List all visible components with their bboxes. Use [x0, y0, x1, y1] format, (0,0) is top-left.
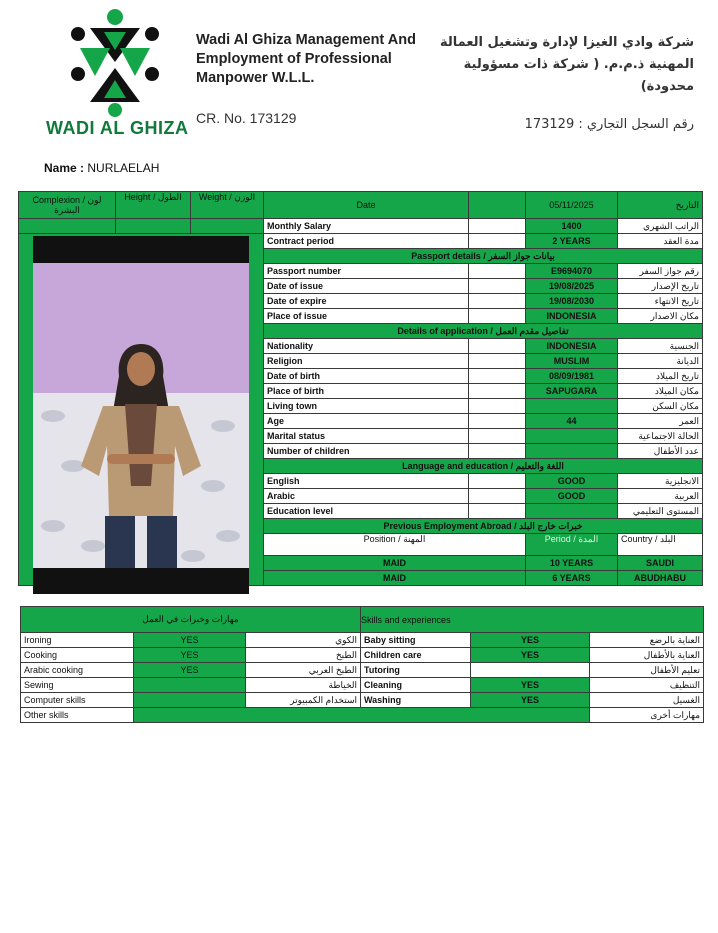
company-name-line: Manpower W.L.L. — [196, 70, 315, 86]
section-header-language: Language and education / اللغة والتعليم — [264, 459, 703, 474]
company-name-line: Wadi Al Ghiza Management And — [196, 32, 416, 48]
skill-label-ar: الكوي — [246, 633, 361, 648]
field-label: Date of issue — [264, 279, 469, 294]
field-label: Date of birth — [264, 369, 469, 384]
field-label-ar: الديانة — [618, 354, 703, 369]
field-value: GOOD — [526, 474, 618, 489]
field-value: INDONESIA — [526, 309, 618, 324]
employment-period: 10 YEARS — [526, 556, 618, 571]
field-label: Marital status — [264, 429, 469, 444]
field-label: Arabic — [264, 489, 469, 504]
field-label-ar: العربية — [618, 489, 703, 504]
skill-label: Cleaning — [361, 678, 471, 693]
field-label: Contract period — [264, 234, 469, 249]
field-value — [526, 444, 618, 459]
logo-text: WADI AL GHIZA — [46, 118, 189, 138]
company-name-en — [196, 31, 416, 88]
company-name-ar — [434, 32, 694, 98]
skill-label-ar: الخياطة — [246, 678, 361, 693]
field-value: 19/08/2030 — [526, 294, 618, 309]
skill-value: YES — [471, 633, 590, 648]
field-value: 1400 — [526, 219, 618, 234]
skill-label: Children care — [361, 648, 471, 663]
name-value: NURLAELAH — [87, 161, 160, 175]
field-value: INDONESIA — [526, 339, 618, 354]
field-label: Passport number — [264, 264, 469, 279]
logo-graphic — [60, 6, 170, 118]
field-label-ar: عدد الأطفال — [618, 444, 703, 459]
field-label-ar: رقم جواز السفر — [618, 264, 703, 279]
skill-label: Other skills — [21, 708, 134, 723]
skill-label: Sewing — [21, 678, 134, 693]
skill-label: Ironing — [21, 633, 134, 648]
skill-label-ar: الطبخ — [246, 648, 361, 663]
field-value — [526, 504, 618, 519]
skill-label: Tutoring — [361, 663, 471, 678]
company-name-line: Employment of Professional — [196, 51, 392, 67]
skill-label-ar: تعليم الأطفال — [590, 663, 704, 678]
skill-value — [134, 693, 246, 708]
field-label: Religion — [264, 354, 469, 369]
weight-header: Weight / الوزن — [191, 192, 264, 219]
field-label-ar: تاريخ الانتهاء — [618, 294, 703, 309]
employment-position: MAID — [264, 571, 526, 586]
skill-label-ar: العناية بالرضع — [590, 633, 704, 648]
employment-country: ABUDHABU — [618, 571, 703, 586]
skill-value: YES — [471, 678, 590, 693]
field-label-ar: مدة العقد — [618, 234, 703, 249]
field-value: SAPUGARA — [526, 384, 618, 399]
section-header-employment: Previous Employment Abroad / خبرات خارج البلد — [264, 519, 703, 534]
skill-label-ar: العناية بالأطفال — [590, 648, 704, 663]
field-label: Age — [264, 414, 469, 429]
skills-header-ar: مهارات وخبرات في العمل — [21, 607, 361, 633]
candidate-photo — [33, 236, 249, 594]
employment-col-period: Period / المدة — [526, 534, 618, 556]
field-label-ar: تاريخ الميلاد — [618, 369, 703, 384]
field-value: 2 YEARS — [526, 234, 618, 249]
skills-header-en: Skills and experiences — [361, 607, 704, 633]
company-name-ar-line: المهنية ذ.م.م. ( شركة ذات مسؤولية — [463, 57, 694, 72]
field-label-ar: مكان الميلاد — [618, 384, 703, 399]
employment-col-position: Position / المهنة — [264, 534, 526, 556]
skill-label: Arabic cooking — [21, 663, 134, 678]
section-header-passport: Passport details / بيانات جواز السفر — [264, 249, 703, 264]
height-header: Height / الطول — [116, 192, 191, 219]
skill-label-ar: الطبخ العربي — [246, 663, 361, 678]
date-value: 05/11/2025 — [526, 192, 618, 219]
other-skills-value — [134, 708, 590, 723]
skill-label-ar: استخدام الكمبيوتر — [246, 693, 361, 708]
field-label-ar: مكان الاصدار — [618, 309, 703, 324]
employment-position: MAID — [264, 556, 526, 571]
field-label-ar: الانجليزية — [618, 474, 703, 489]
field-label: Living town — [264, 399, 469, 414]
cr-number-ar: رقم السجل التجاري : 173129 — [524, 117, 694, 132]
field-label-ar: الجنسية — [618, 339, 703, 354]
date-label: Date — [264, 192, 469, 219]
field-label-ar: المستوى التعليمي — [618, 504, 703, 519]
skill-label-ar: التنظيف — [590, 678, 704, 693]
skill-label-ar: مهارات أخرى — [590, 708, 704, 723]
skill-value: YES — [471, 693, 590, 708]
skill-label: Baby sitting — [361, 633, 471, 648]
employment-period: 6 YEARS — [526, 571, 618, 586]
field-label: Date of expire — [264, 294, 469, 309]
skill-value: YES — [471, 648, 590, 663]
person-photo-graphic — [33, 236, 249, 594]
section-header-application: Details of application / تفاصيل مقدم العمل — [264, 324, 703, 339]
company-name-ar-line: شركة وادي الغيزا لإدارة وتشغيل العمالة — [439, 35, 694, 50]
date-label-ar: التاريخ — [618, 192, 703, 219]
skill-label-ar: الغسيل — [590, 693, 704, 708]
field-label: Monthly Salary — [264, 219, 469, 234]
employment-col-country: Country / البلد — [618, 534, 703, 556]
field-value: 44 — [526, 414, 618, 429]
skill-label: Cooking — [21, 648, 134, 663]
skill-value — [471, 663, 590, 678]
field-label-ar: مكان السكن — [618, 399, 703, 414]
skill-value: YES — [134, 663, 246, 678]
field-label-ar: الحالة الاجتماعية — [618, 429, 703, 444]
field-label-ar: تاريخ الإصدار — [618, 279, 703, 294]
field-label: Nationality — [264, 339, 469, 354]
field-value: GOOD — [526, 489, 618, 504]
skills-table — [20, 606, 704, 723]
field-value: E9694070 — [526, 264, 618, 279]
field-label: Place of issue — [264, 309, 469, 324]
skill-value: YES — [134, 648, 246, 663]
name-label: Name : — [44, 161, 85, 175]
cr-number: CR. No. 173129 — [196, 110, 297, 126]
candidate-name — [44, 161, 159, 175]
skill-label: Washing — [361, 693, 471, 708]
field-value: MUSLIM — [526, 354, 618, 369]
field-label-ar: العمر — [618, 414, 703, 429]
field-label-ar: الراتب الشهري — [618, 219, 703, 234]
field-value — [526, 429, 618, 444]
field-label: Education level — [264, 504, 469, 519]
employment-country: SAUDI — [618, 556, 703, 571]
field-label: Place of birth — [264, 384, 469, 399]
field-value: 08/09/1981 — [526, 369, 618, 384]
skill-value — [134, 678, 246, 693]
company-name-ar-line: محدودة) — [640, 79, 694, 94]
complexion-header: Complexion / لون البشرة — [19, 192, 116, 219]
skill-value: YES — [134, 633, 246, 648]
field-label: Number of children — [264, 444, 469, 459]
company-logo — [60, 6, 170, 118]
field-value — [526, 399, 618, 414]
field-label: English — [264, 474, 469, 489]
skill-label: Computer skills — [21, 693, 134, 708]
field-value: 19/08/2025 — [526, 279, 618, 294]
